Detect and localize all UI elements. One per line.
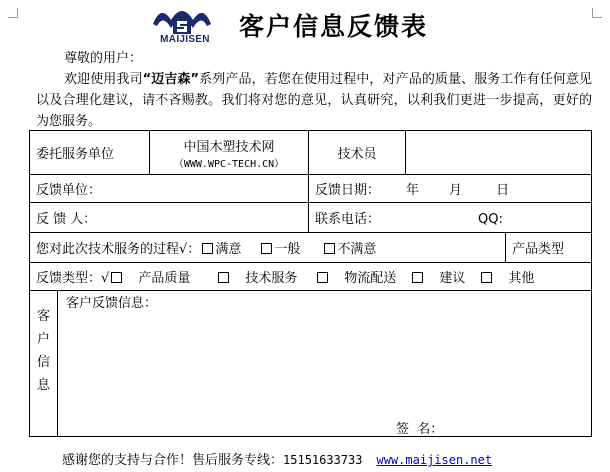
type-checkbox-suggestion[interactable] — [412, 272, 423, 283]
feedback-type-label: 反馈类型： — [36, 271, 102, 286]
day-label: 日 — [496, 183, 510, 198]
service-process-label: 您对此次技术服务的过程 — [36, 242, 180, 257]
customer-info-side-label — [30, 291, 58, 437]
year-label: 年 — [406, 183, 420, 198]
signature-label: 签 名： — [396, 422, 444, 437]
type-label-logistics: 物流配送 — [344, 271, 397, 286]
intro-text-start: 欢迎使用我司 — [64, 72, 143, 87]
service-unit-company: 中国木塑技术网 — [183, 139, 275, 155]
type-checkbox-service[interactable] — [218, 272, 229, 283]
feedback-unit-field[interactable] — [30, 175, 309, 203]
product-type-label: 产品类型 — [506, 233, 592, 263]
intro-text-end: 系列产品，若您在使用过程中，对产品的质量、服务工作有任何意见以及合理化建议，请不吝赐教。我们将对您的意见，认真研究，以利我们更进一步提高，更好的为您服务。 — [36, 72, 592, 129]
technician-field[interactable] — [406, 131, 592, 175]
unsatisfied-label: 不满意 — [337, 242, 377, 257]
qq-label: QQ: — [478, 212, 503, 227]
check-mark-icon: √ — [101, 271, 110, 286]
contact-phone-label: 联系电话： — [315, 212, 381, 227]
feedback-form-table — [29, 130, 592, 437]
satisfied-label: 满意 — [215, 242, 242, 257]
type-checkbox-logistics[interactable] — [317, 272, 328, 283]
average-label: 一般 — [274, 242, 301, 257]
feedback-date-field[interactable] — [309, 175, 592, 203]
feedbacker-field[interactable] — [30, 203, 309, 233]
type-checkbox-quality[interactable] — [111, 272, 122, 283]
contact-phone-field[interactable] — [309, 203, 592, 233]
feedback-type-row — [30, 263, 592, 291]
type-label-suggestion: 建议 — [439, 271, 466, 286]
logo-wordmark: MAIJISEN — [160, 34, 210, 45]
vertical-char: 信 — [36, 354, 50, 370]
month-label: 月 — [449, 183, 463, 198]
intro-text — [36, 69, 592, 132]
customer-feedback-area[interactable] — [58, 291, 592, 437]
type-checkbox-other[interactable] — [481, 272, 492, 283]
page-corner-mark — [8, 8, 18, 18]
page-corner-mark — [592, 8, 602, 18]
service-unit-label: 委托服务单位 — [30, 131, 150, 175]
satisfied-checkbox[interactable] — [202, 243, 213, 254]
brand-name: “迈吉森” — [142, 72, 200, 87]
service-unit-value — [150, 131, 309, 175]
average-checkbox[interactable] — [261, 243, 272, 254]
service-process-rating — [30, 233, 506, 263]
type-label-other: 其他 — [508, 271, 535, 286]
feedback-unit-label: 反馈单位： — [36, 183, 102, 198]
unsatisfied-checkbox[interactable] — [324, 243, 335, 254]
check-mark-icon: √： — [179, 242, 201, 257]
page-title: 客户信息反馈表 — [239, 12, 429, 41]
vertical-char: 户 — [36, 331, 50, 347]
type-label-service: 技术服务 — [245, 271, 298, 286]
intro-paragraph — [36, 48, 592, 132]
greeting: 尊敬的用户： — [64, 51, 143, 66]
service-hotline: 15151633733 — [283, 453, 363, 467]
type-label-quality: 产品质量 — [138, 271, 191, 286]
feedbacker-label: 反 馈 人： — [36, 212, 97, 227]
footer — [62, 449, 492, 468]
customer-feedback-label: 客户反馈信息： — [66, 296, 158, 311]
vertical-char: 息 — [36, 377, 50, 393]
website-link[interactable]: www.maijisen.net — [376, 453, 493, 467]
feedback-date-label: 反馈日期： — [315, 183, 381, 198]
service-unit-website: （WWW.WPC-TECH.CN） — [173, 158, 285, 170]
footer-thanks: 感谢您的支持与合作！售后服务专线： — [62, 453, 284, 468]
technician-label: 技术员 — [309, 131, 406, 175]
vertical-char: 客 — [36, 308, 50, 324]
